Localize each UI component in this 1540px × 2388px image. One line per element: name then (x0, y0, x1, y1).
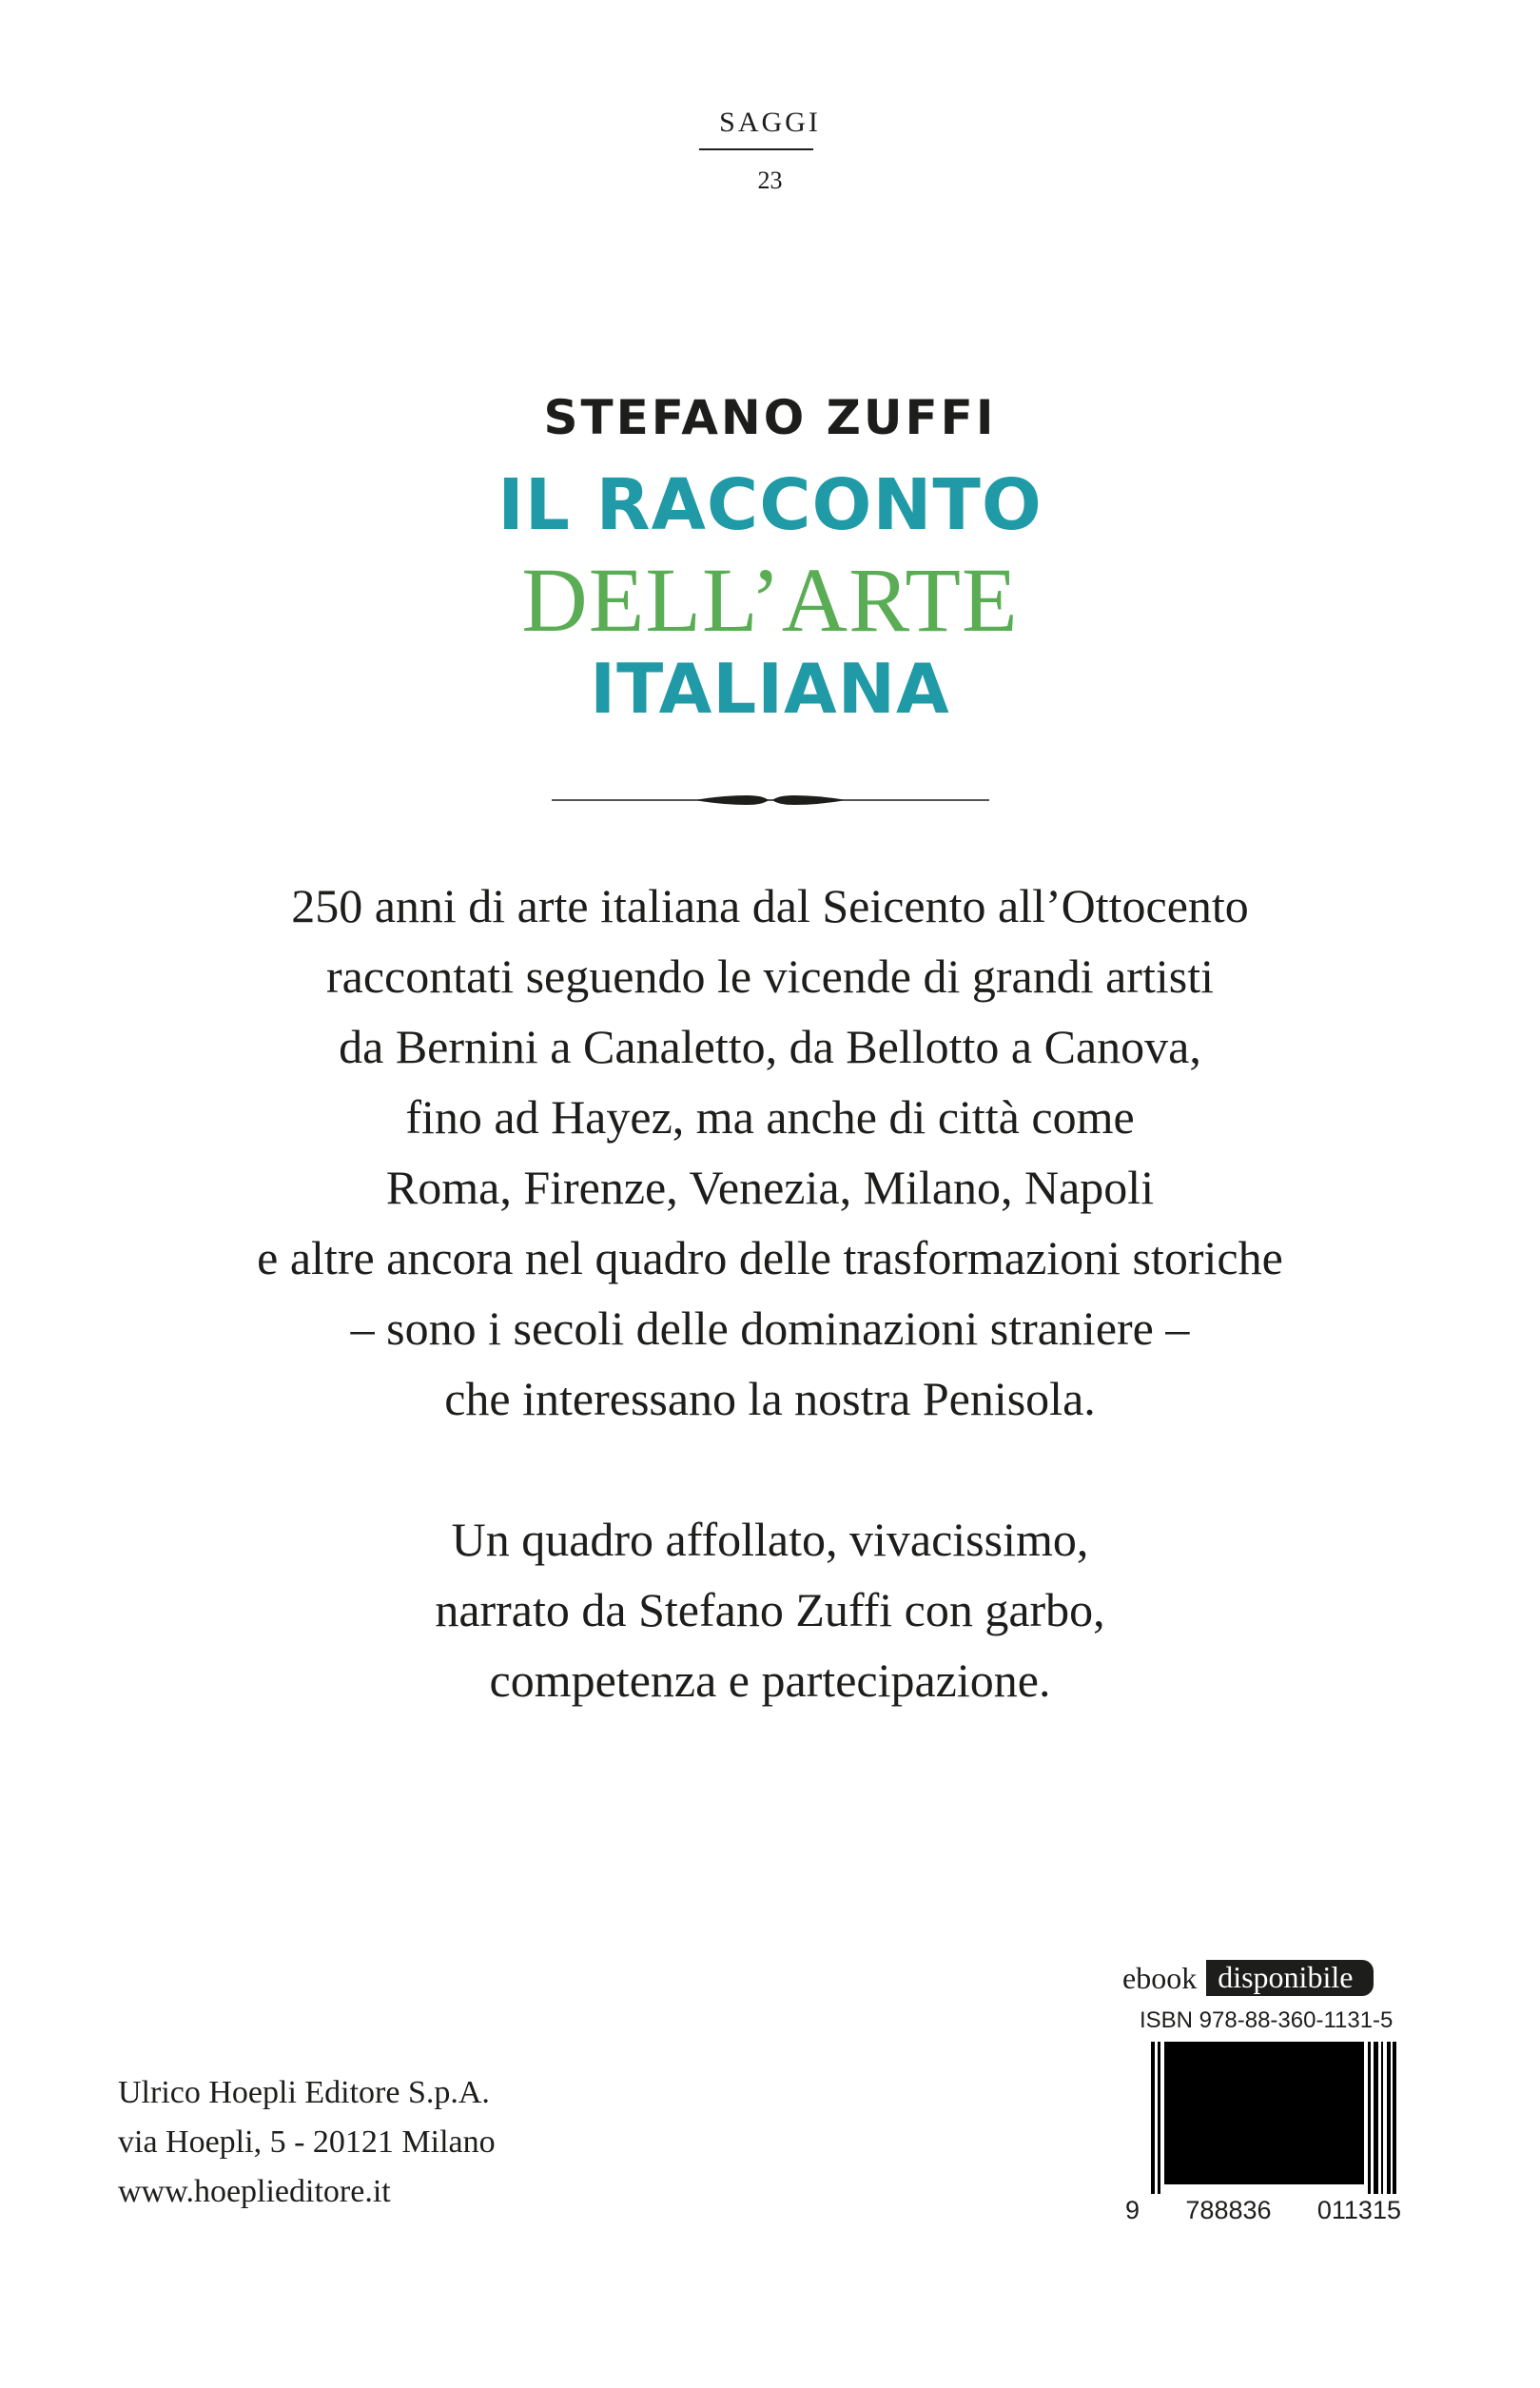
series-name: SAGGI (719, 107, 821, 138)
blurb-line: Roma, Firenze, Venezia, Milano, Napoli (385, 1161, 1155, 1214)
ebook-status-pill: disponibile (1206, 1960, 1374, 1996)
book-title-line-2: DELL’ARTE (521, 549, 1019, 651)
barcode-icon (1151, 2042, 1396, 2194)
blurb-line: 250 anni di arte italiana dal Seicento all’Ottocento (291, 879, 1249, 932)
ebook-label: ebook (1122, 1960, 1198, 1995)
series-number: 23 (757, 166, 783, 194)
series-divider (699, 148, 813, 150)
blurb-line: Un quadro affollato, vivacissimo, (451, 1513, 1089, 1566)
isbn-text: ISBN 978-88-360-1131-5 (1140, 2007, 1394, 2033)
ean-first-digit: 9 (1125, 2196, 1140, 2224)
book-title-line-3: ITALIANA (590, 649, 950, 729)
blurb-line: competenza e partecipazione. (489, 1654, 1051, 1707)
blurb-paragraph-2 (0, 1504, 1540, 1715)
publisher-website[interactable]: www.hoeplieditore.it (118, 2174, 391, 2209)
book-title-line-1: IL RACCONTO (497, 464, 1043, 546)
ebook-badge (1122, 1960, 1374, 1996)
blurb-line: – sono i secoli delle dominazioni straniere – (350, 1302, 1190, 1355)
ornament-divider (552, 784, 989, 816)
publisher-block (118, 2068, 496, 2217)
ean-group-1: 788836 (1185, 2196, 1272, 2224)
blurb-paragraph-1 (0, 871, 1540, 1434)
ean-group-2: 011315 (1316, 2196, 1401, 2224)
publisher-name: Ulrico Hoepli Editore S.p.A. (118, 2075, 490, 2110)
ean-digits (1125, 2196, 1401, 2225)
blurb-line: narrato da Stefano Zuffi con garbo, (435, 1583, 1105, 1636)
publisher-address: via Hoepli, 5 - 20121 Milano (118, 2124, 496, 2160)
blurb-line: raccontati seguendo le vicende di grandi artisti (326, 949, 1214, 1003)
blurb-line: che interessano la nostra Penisola. (444, 1372, 1096, 1425)
blurb-line: fino ad Hayez, ma anche di città come (405, 1090, 1135, 1144)
blurb-line: da Bernini a Canaletto, da Bellotto a Canova, (339, 1020, 1201, 1073)
blurb (0, 871, 1540, 1715)
blurb-line: e altre ancora nel quadro delle trasformazioni storiche (257, 1231, 1283, 1284)
author-name: STEFANO ZUFFI (543, 390, 997, 445)
